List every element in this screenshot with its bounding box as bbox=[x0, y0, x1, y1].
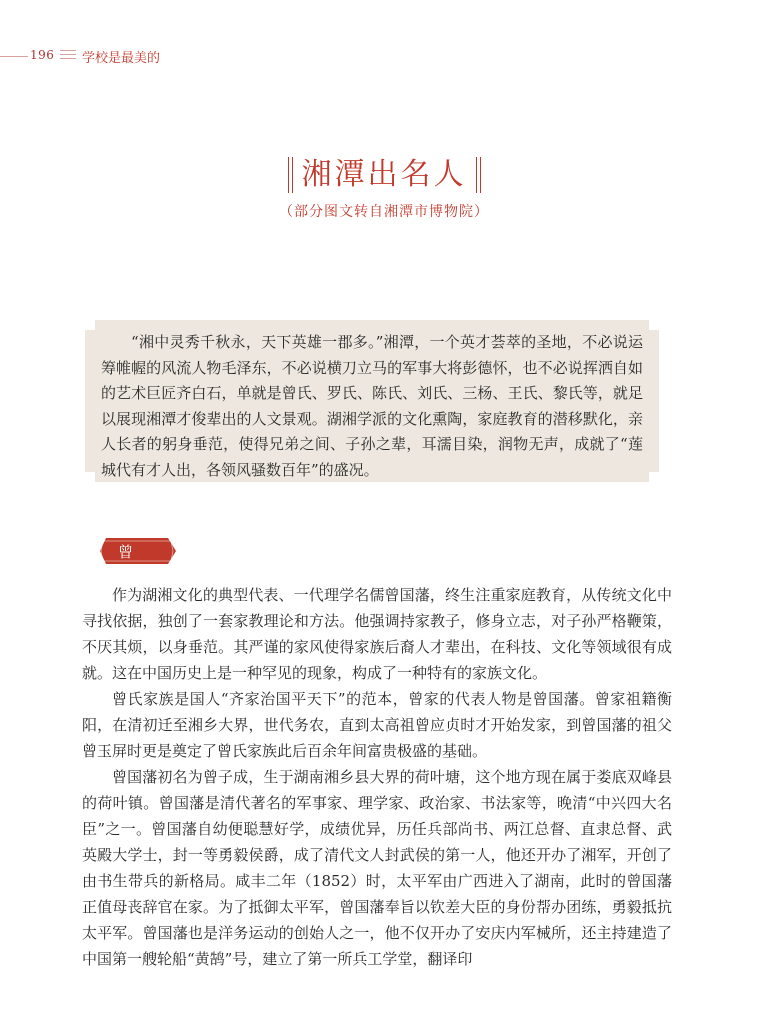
running-title: 学校是最美的 bbox=[82, 51, 161, 66]
quote-text: “湘中灵秀千秋永，天下英雄一郡多。”湘潭，一个英才荟萃的圣地，不必说运筹帷幄的风流人物毛泽东，不必说横刀立马的军事大将彭德怀，也不必说挥洒自如的艺术巨匠齐白石，单就是曾氏、罗氏、陈氏、刘氏、三杨、王氏、黎氏等，就足以展现湘潭才俊辈出的人文景观。湖湘学派的文化熏陶，家庭教育的潜移默化，亲人长者的躬身垂范，使得兄弟之间、子孙之辈，耳濡目染，润物无声，成就了“莲城代有才人出，各领风骚数百年”的盛况。 bbox=[101, 333, 643, 479]
paragraph: 作为湖湘文化的典型代表、一代理学名儒曾国藩，终生注重家庭教育，从传统文化中寻找依据，独创了一套家教理论和方法。他强调持家教子，修身立志，对子孙严格鞭策，不厌其烦，以身垂范。其严谨的家风使得家族后裔人才辈出，在科技、文化等领域很有成就。这在中国历史上是一种罕见的现象，构成了一种特有的家族文化。 bbox=[82, 586, 672, 682]
article-body bbox=[82, 582, 672, 972]
header-ornament bbox=[60, 50, 76, 62]
section-tag-ribbon bbox=[100, 538, 176, 564]
page-title: 湘潭出名人 bbox=[301, 157, 467, 192]
page-subtitle: （部分图文转自湘潭市博物院） bbox=[279, 204, 489, 220]
title-frame bbox=[288, 155, 481, 195]
title-block bbox=[0, 155, 768, 221]
header-rule bbox=[0, 56, 28, 57]
quote-box bbox=[85, 320, 659, 482]
page-header bbox=[0, 46, 300, 66]
page-number: 196 bbox=[30, 48, 55, 62]
section-label: 曾氏 bbox=[118, 543, 135, 582]
paragraph: 曾国藩初名为曾子成，生于湖南湘乡县大界的荷叶塘，这个地方现在属于娄底双峰县的荷叶镇。曾国藩是清代著名的军事家、理学家、政治家、书法家等，晚清“中兴四大名臣”之一。曾国藩自幼便聪慧好学，成绩优异，历任兵部尚书、两江总督、直隶总督、武英殿大学士，封一等勇毅侯爵，成了清代文人封武侯的第一人，他还开办了湘军，开创了由书生带兵的新格局。咸丰二年（1852）时，太平军由广西进入了湖南，此时的曾国藩正值母丧辞官在家。为了抵御太平军，曾国藩奉旨以钦差大臣的身份帮办团练，勇毅抵抗太平军。曾国藩也是洋务运动的创始人之一，他不仅开办了安庆内军械所，还主持建造了中国第一艘轮船“黄鹄”号，建立了第一所兵工学堂，翻译印 bbox=[82, 768, 672, 968]
paragraph: 曾氏家族是国人“齐家治国平天下”的范本，曾家的代表人物是曾国藩。曾家祖籍衡阳，在清初迁至湘乡大界，世代务农，直到太高祖曾应贞时才开始发家，到曾国藩的祖父曾玉屏时更是奠定了曾氏家族此后百余年间富贵极盛的基础。 bbox=[82, 690, 672, 760]
